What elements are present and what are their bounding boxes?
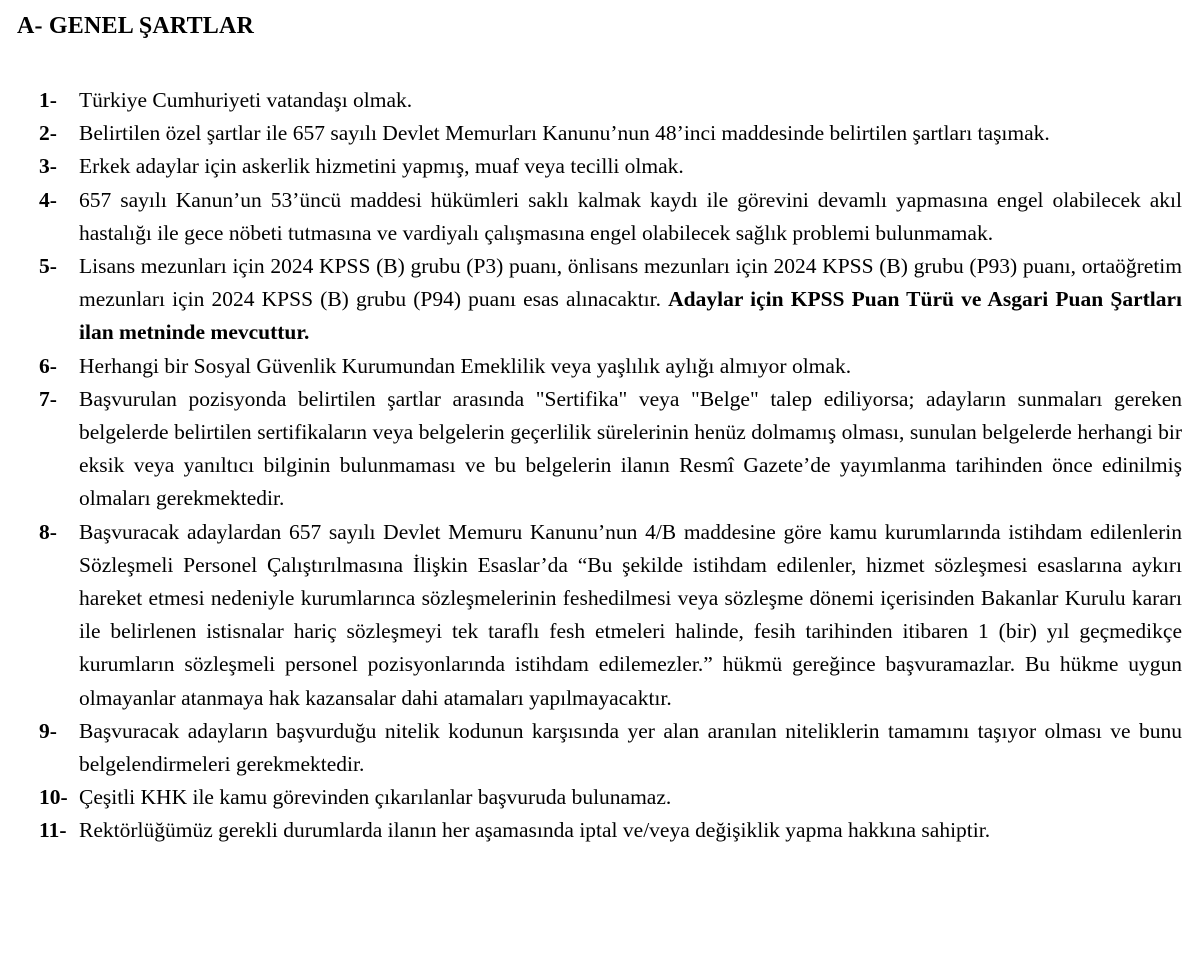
list-item — [39, 84, 1182, 117]
list-item — [39, 781, 1182, 814]
item-number: 6- — [39, 353, 57, 378]
item-text: Türkiye Cumhuriyeti vatandaşı olmak. — [79, 88, 413, 112]
item-number: 11- — [39, 818, 67, 843]
item-text: Çeşitli KHK ile kamu görevinden çıkarılanlar başvuruda bulunamaz. — [79, 785, 672, 810]
item-number: 2- — [39, 121, 57, 146]
item-number: 8- — [39, 519, 57, 544]
list-item — [39, 250, 1182, 350]
item-text: Başvuracak adayların başvurduğu nitelik kodunun karşısında yer alan aranılan niteliklerin tamamını taşıyor olması ve bunu belgelendirmeleri gerekmektedir. — [79, 718, 1182, 777]
conditions-list — [17, 84, 1182, 848]
item-number: 4- — [39, 187, 57, 212]
item-text: Herhangi bir Sosyal Güvenlik Kurumundan Emeklilik veya yaşlılık aylığı almıyor olmak. — [79, 353, 852, 378]
item-text: Erkek adaylar için askerlik hizmetini yapmış, muaf veya tecilli olmak. — [79, 154, 684, 179]
list-item — [39, 117, 1182, 150]
item-number: 3- — [39, 154, 57, 179]
item-text: Başvuracak adaylardan 657 sayılı Devlet Memuru Kanunu’nun 4/B maddesine göre kamu kurumlarında istihdam edilenlerin Sözleşmeli Personel Çalıştırılmasına İlişkin Esaslar’da “Bu şekilde istihdam edilenler, hizmet sözleşmesi esaslarına aykırı hareket etmesi nedeniyle kurumlarınca sözleşmelerinin feshedilmesi veya sözleşme dönemi içerisinden Bakanlar Kurulu kararı ile belirlenen istisnalar hariç sözleşmeyi tek taraflı fesh etmeleri halinde, fesih tarihinden itibaren 1 (bir) yıl geçmedikçe kurumların sözleşmeli personel pozisyonlarında istihdam edilemezler.” hükmü gereğince başvuramazlar. Bu hükme uygun olmayanlar atanmaya hak kazansalar dahi atamaları yapılmayacaktır. — [79, 519, 1182, 710]
item-number: 5- — [39, 254, 57, 279]
list-item — [39, 350, 1182, 383]
list-item — [39, 150, 1182, 183]
item-number: 9- — [39, 718, 57, 743]
item-text: Belirtilen özel şartlar ile 657 sayılı Devlet Memurları Kanunu’nun 48’inci maddesinde belirtilen şartları taşımak. — [79, 121, 1050, 146]
item-number: 10- — [39, 785, 68, 810]
list-item — [39, 814, 1182, 847]
item-text: Rektörlüğümüz gerekli durumlarda ilanın her aşamasında iptal ve/veya değişiklik yapma hakkına sahiptir. — [79, 818, 991, 843]
list-item — [39, 184, 1182, 250]
list-item — [39, 516, 1182, 715]
list-item — [39, 383, 1182, 516]
item-bold-text: Adaylar için KPSS Puan Türü ve Asgari Puan Şartları ilan metninde mevcuttur. — [79, 287, 1183, 345]
item-number: 1- — [39, 88, 57, 112]
item-number: 7- — [39, 386, 57, 411]
list-item — [39, 715, 1182, 781]
item-text: Lisans mezunları için 2024 KPSS (B) grubu (P3) puanı, önlisans mezunları için 2024 KPSS (B) grubu (P93) puanı, ortaöğretim mezunları için 2024 KPSS (B) grubu (P94) puanı esas alınacaktır. — [79, 254, 1182, 312]
item-text: 657 sayılı Kanun’un 53’üncü maddesi hükümleri saklı kalmak kaydı ile görevini devamlı yapmasına engel olabilecek akıl hastalığı ile gece nöbeti tutmasına ve vardiyalı çalışmasına engel olabilecek sağlık problemi bulunmamak. — [79, 187, 1182, 245]
item-text: Başvurulan pozisyonda belirtilen şartlar arasında "Sertifika" veya "Belge" talep ediliyorsa; adayların sunmaları gereken belgelerde belirtilen sertifikaların veya belgelerin geçerlilik sürelerinin henüz dolmamış olması, sunulan belgelerde herhangi bir eksik veya yanıltıcı bilginin bulunmaması ve bu belgelerin ilanın Resmî Gazete’de yayımlanma tarihinden önce edinilmiş olmaları gerekmektedir. — [79, 386, 1182, 511]
section-heading: A- GENEL ŞARTLAR — [17, 13, 255, 39]
